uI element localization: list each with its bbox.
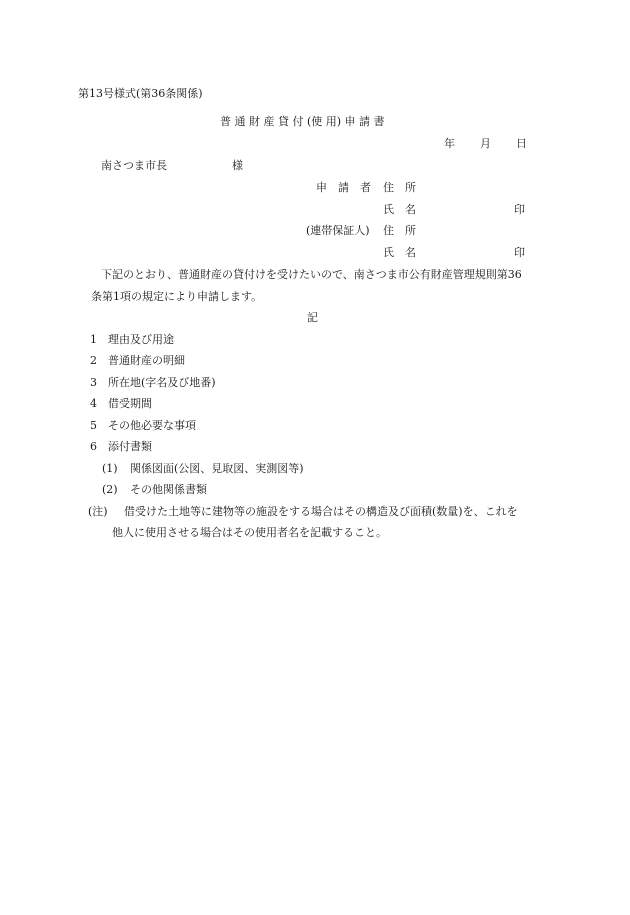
guarantor-role: (連帯保証人)	[306, 224, 370, 237]
applicant-seal: 印	[514, 203, 525, 216]
applicant-role: 申 請 者	[316, 181, 371, 194]
list-item-number: 2	[90, 354, 97, 367]
list-item-number: 5	[90, 419, 97, 432]
ki-heading: 記	[307, 311, 318, 324]
form-number: 第13号様式(第36条関係)	[78, 87, 203, 100]
addressee-name: 南さつま市長	[101, 159, 167, 172]
sub-list-item-text: その他関係書類	[130, 483, 207, 496]
guarantor-seal: 印	[514, 246, 525, 259]
document-title: 普 通 財 産 貸 付 (使 用) 申 請 書	[220, 115, 385, 128]
list-item-text: 添付書類	[108, 440, 152, 453]
applicant-address-label: 住 所	[383, 181, 416, 194]
list-item-number: 1	[90, 333, 97, 346]
date-day-label: 日	[516, 137, 527, 150]
sub-list-item-number: (1)	[102, 462, 118, 475]
list-item-number: 3	[90, 376, 97, 389]
sub-list-item-number: (2)	[102, 483, 118, 496]
addressee-honorific: 様	[232, 159, 243, 172]
note-text-line1: 借受けた土地等に建物等の施設をする場合はその構造及び面積(数量)を、これを	[124, 505, 518, 518]
list-item-text: 借受期間	[108, 397, 152, 410]
list-item-text: 理由及び用途	[108, 333, 174, 346]
sub-list-item-text: 関係図面(公図、見取図、実測図等)	[130, 462, 304, 475]
list-item-number: 6	[90, 440, 97, 453]
note-text-line2: 他人に使用させる場合はその使用者名を記載すること。	[112, 526, 387, 539]
date-year-label: 年	[444, 137, 455, 150]
list-item-number: 4	[90, 397, 97, 410]
applicant-name-label: 氏 名	[383, 203, 416, 216]
guarantor-name-label: 氏 名	[383, 246, 416, 259]
date-month-label: 月	[480, 137, 491, 150]
note-label: (注)	[88, 505, 108, 518]
list-item-text: 所在地(字名及び地番)	[108, 376, 216, 389]
body-text-line2: 条第1項の規定により申請します。	[91, 290, 263, 303]
guarantor-address-label: 住 所	[383, 224, 416, 237]
body-text-line1: 下記のとおり、普通財産の貸付けを受けたいので、南さつま市公有財産管理規則第36	[101, 268, 522, 281]
list-item-text: 普通財産の明細	[108, 354, 185, 367]
list-item-text: その他必要な事項	[108, 419, 196, 432]
